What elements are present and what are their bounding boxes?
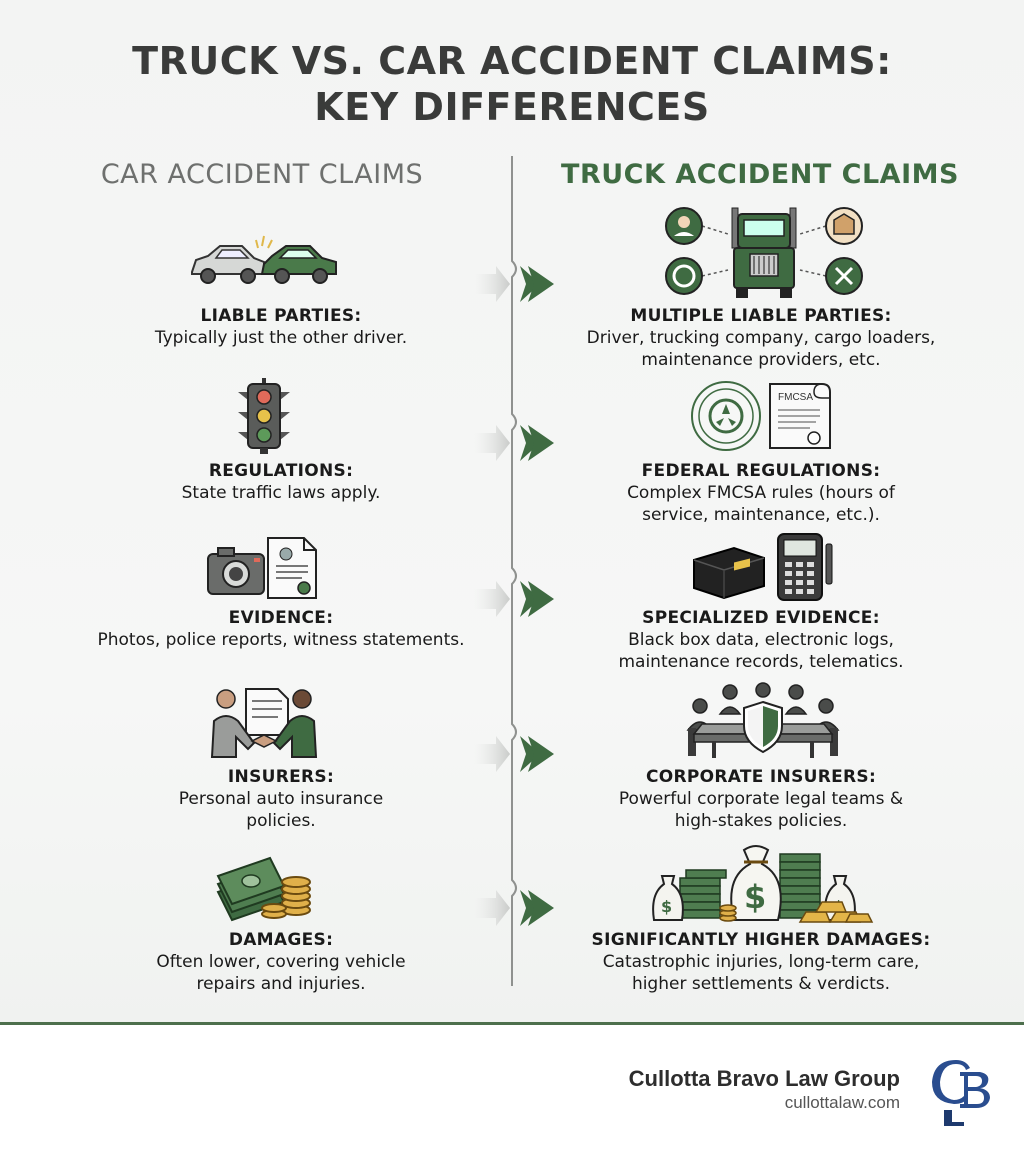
- car-regulations-label: REGULATIONS:: [208, 461, 354, 481]
- money-bags-gold-icon: [650, 838, 876, 924]
- footer-divider: [0, 1022, 1024, 1025]
- cash-coins-icon: [214, 848, 314, 922]
- svg-text:$: $: [744, 878, 767, 916]
- truck-parties-icon: [664, 204, 864, 300]
- traffic-light-icon: [234, 378, 294, 454]
- arrow-row-5: [474, 890, 554, 926]
- car-column-heading: CAR ACCIDENT CLAIMS: [100, 159, 424, 190]
- truck-regulations-label: FEDERAL REGULATIONS:: [641, 461, 881, 481]
- truck-insurers: [546, 766, 976, 832]
- title-line-1: TRUCK VS. CAR ACCIDENT CLAIMS:: [132, 39, 892, 83]
- camera-report-icon: [206, 532, 322, 600]
- page-title: [0, 38, 1024, 130]
- firm-info: [629, 1066, 900, 1114]
- truck-damages: [546, 929, 976, 995]
- truck-evidence: [546, 607, 976, 673]
- car-damages-text: Often lower, covering vehicle repairs and injuries.: [156, 952, 406, 994]
- center-divider: [460, 156, 570, 996]
- boardroom-shield-icon: [682, 680, 844, 760]
- truck-damages-label: SIGNIFICANTLY HIGHER DAMAGES:: [591, 930, 931, 950]
- truck-column-heading: TRUCK ACCIDENT CLAIMS: [561, 159, 959, 190]
- fmcsa-doc-label: FMCSA: [778, 392, 813, 403]
- truck-liable-parties-text: Driver, trucking company, cargo loaders, maintenance providers, etc.: [586, 328, 936, 370]
- firm-name: Cullotta Bravo Law Group: [628, 1066, 900, 1091]
- car-damages: [66, 929, 496, 995]
- svg-text:$: $: [661, 897, 673, 916]
- truck-regulations: [546, 460, 976, 526]
- truck-liable-parties-label: MULTIPLE LIABLE PARTIES:: [630, 306, 892, 326]
- car-evidence-text: Photos, police reports, witness statements.: [97, 630, 465, 650]
- car-insurers: [66, 766, 496, 832]
- arrow-row-1: [474, 266, 554, 302]
- car-liable-parties-text: Typically just the other driver.: [154, 328, 408, 348]
- arrow-row-2: [474, 425, 554, 461]
- car-evidence-label: EVIDENCE:: [228, 608, 334, 628]
- car-damages-label: DAMAGES:: [228, 930, 334, 950]
- firm-logo-icon: [924, 1052, 994, 1128]
- handshake-policy-icon: [208, 685, 320, 759]
- car-collision-icon: [186, 232, 342, 290]
- truck-evidence-text: Black box data, electronic logs, maintenance records, telematics.: [618, 630, 904, 672]
- car-regulations-text: State traffic laws apply.: [181, 483, 381, 503]
- black-box-device-icon: [688, 530, 838, 602]
- truck-damages-text: Catastrophic injuries, long-term care, higher settlements & verdicts.: [602, 952, 920, 994]
- car-insurers-label: INSURERS:: [227, 767, 335, 787]
- fmcsa-seal-icon: [690, 378, 840, 454]
- car-insurers-text: Personal auto insurance policies.: [178, 789, 384, 831]
- car-liable-parties-label: LIABLE PARTIES:: [200, 306, 362, 326]
- car-liable-parties: [66, 305, 496, 349]
- truck-insurers-text: Powerful corporate legal teams & high-stakes policies.: [618, 789, 904, 831]
- truck-evidence-label: SPECIALIZED EVIDENCE:: [642, 608, 880, 628]
- title-line-2: KEY DIFFERENCES: [314, 85, 710, 129]
- car-evidence: [66, 607, 496, 651]
- truck-liable-parties: [546, 305, 976, 371]
- truck-insurers-label: CORPORATE INSURERS:: [645, 767, 877, 787]
- car-regulations: [66, 460, 496, 504]
- firm-website[interactable]: cullottalaw.com: [784, 1093, 900, 1112]
- truck-regulations-text: Complex FMCSA rules (hours of service, maintenance, etc.).: [627, 483, 895, 525]
